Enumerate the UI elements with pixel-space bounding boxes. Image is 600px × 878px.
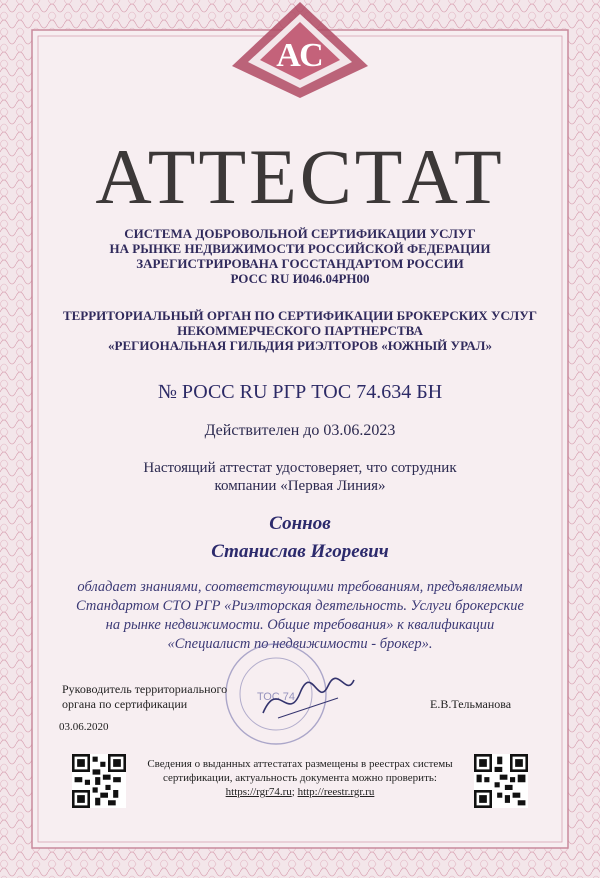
system-line-2: НА РЫНКЕ НЕДВИЖИМОСТИ РОССИЙСКОЙ ФЕДЕРАЦИИ xyxy=(109,241,491,256)
registry-line-1: Сведения о выданных аттестатах размещены в реестрах системы xyxy=(147,758,453,770)
qualification-line-2: Стандартом СТО РГР «Риэлторская деятельность. Услуги брокерские xyxy=(75,598,524,614)
head-line-2: органа по сертификации xyxy=(62,697,188,711)
registry-line-2: сертификации, актуальность документа можно проверить: xyxy=(163,772,437,784)
organ-line-3: «РЕГИОНАЛЬНАЯ ГИЛЬДИЯ РИЭЛТОРОВ «ЮЖНЫЙ УРАЛ» xyxy=(108,338,492,353)
signatory-name: Е.В.Тельманова xyxy=(430,697,512,711)
qualification-line-1: обладает знаниями, соответствующими требованиям, предъявляемым xyxy=(77,579,523,595)
page-title: АТТЕСТАТ xyxy=(95,133,505,220)
system-line-3: ЗАРЕГИСТРИРОВАНА ГОССТАНДАРТОМ РОССИИ xyxy=(136,256,464,271)
head-title xyxy=(62,682,227,712)
registry-links: https://rgr74.ru; http://reestr.rgr.ru xyxy=(225,786,375,798)
organ-line-1: ТЕРРИТОРИАЛЬНЫЙ ОРГАН ПО СЕРТИФИКАЦИИ БРОКЕРСКИХ УСЛУГ xyxy=(62,308,538,323)
registry-link-rgr74[interactable]: https://rgr74.ru xyxy=(225,786,292,798)
svg-text:ТОС 74: ТОС 74 xyxy=(256,691,296,703)
registry-link-reestr[interactable]: http://reestr.rgr.ru xyxy=(297,786,375,798)
system-line-1: СИСТЕМА ДОБРОВОЛЬНОЙ СЕРТИФИКАЦИИ УСЛУГ xyxy=(124,226,476,241)
signature xyxy=(258,668,358,728)
qualification-line-3: на рынке недвижимости. Общие требования» к квалификации xyxy=(105,617,495,633)
holder-surname: Соннов xyxy=(269,513,331,534)
system-registration: РОСС RU И046.04РН00 xyxy=(230,271,370,286)
intro-line-2: компании «Первая Линия» xyxy=(214,478,386,494)
logo-emblem xyxy=(230,0,370,100)
intro-line-1: Настоящий аттестат удостоверяет, что сотрудник xyxy=(143,460,457,476)
certificate-number: № РОСС RU РГР ТОС 74.634 БН xyxy=(157,381,443,403)
holder-given-names: Станислав Игоревич xyxy=(211,541,389,562)
organ-line-2: НЕКОММЕРЧЕСКОГО ПАРТНЕРСТВА xyxy=(177,323,423,338)
intro-text xyxy=(0,459,600,495)
issue-date: 03.06.2020 xyxy=(59,721,109,733)
validity-date: Действителен до 03.06.2023 xyxy=(204,422,396,439)
registry-note xyxy=(0,757,600,799)
head-line-1: Руководитель территориального xyxy=(62,682,228,696)
qualification-line-4: «Специалист по недвижимости - брокер». xyxy=(167,636,433,652)
svg-text:АС: АС xyxy=(276,37,324,74)
